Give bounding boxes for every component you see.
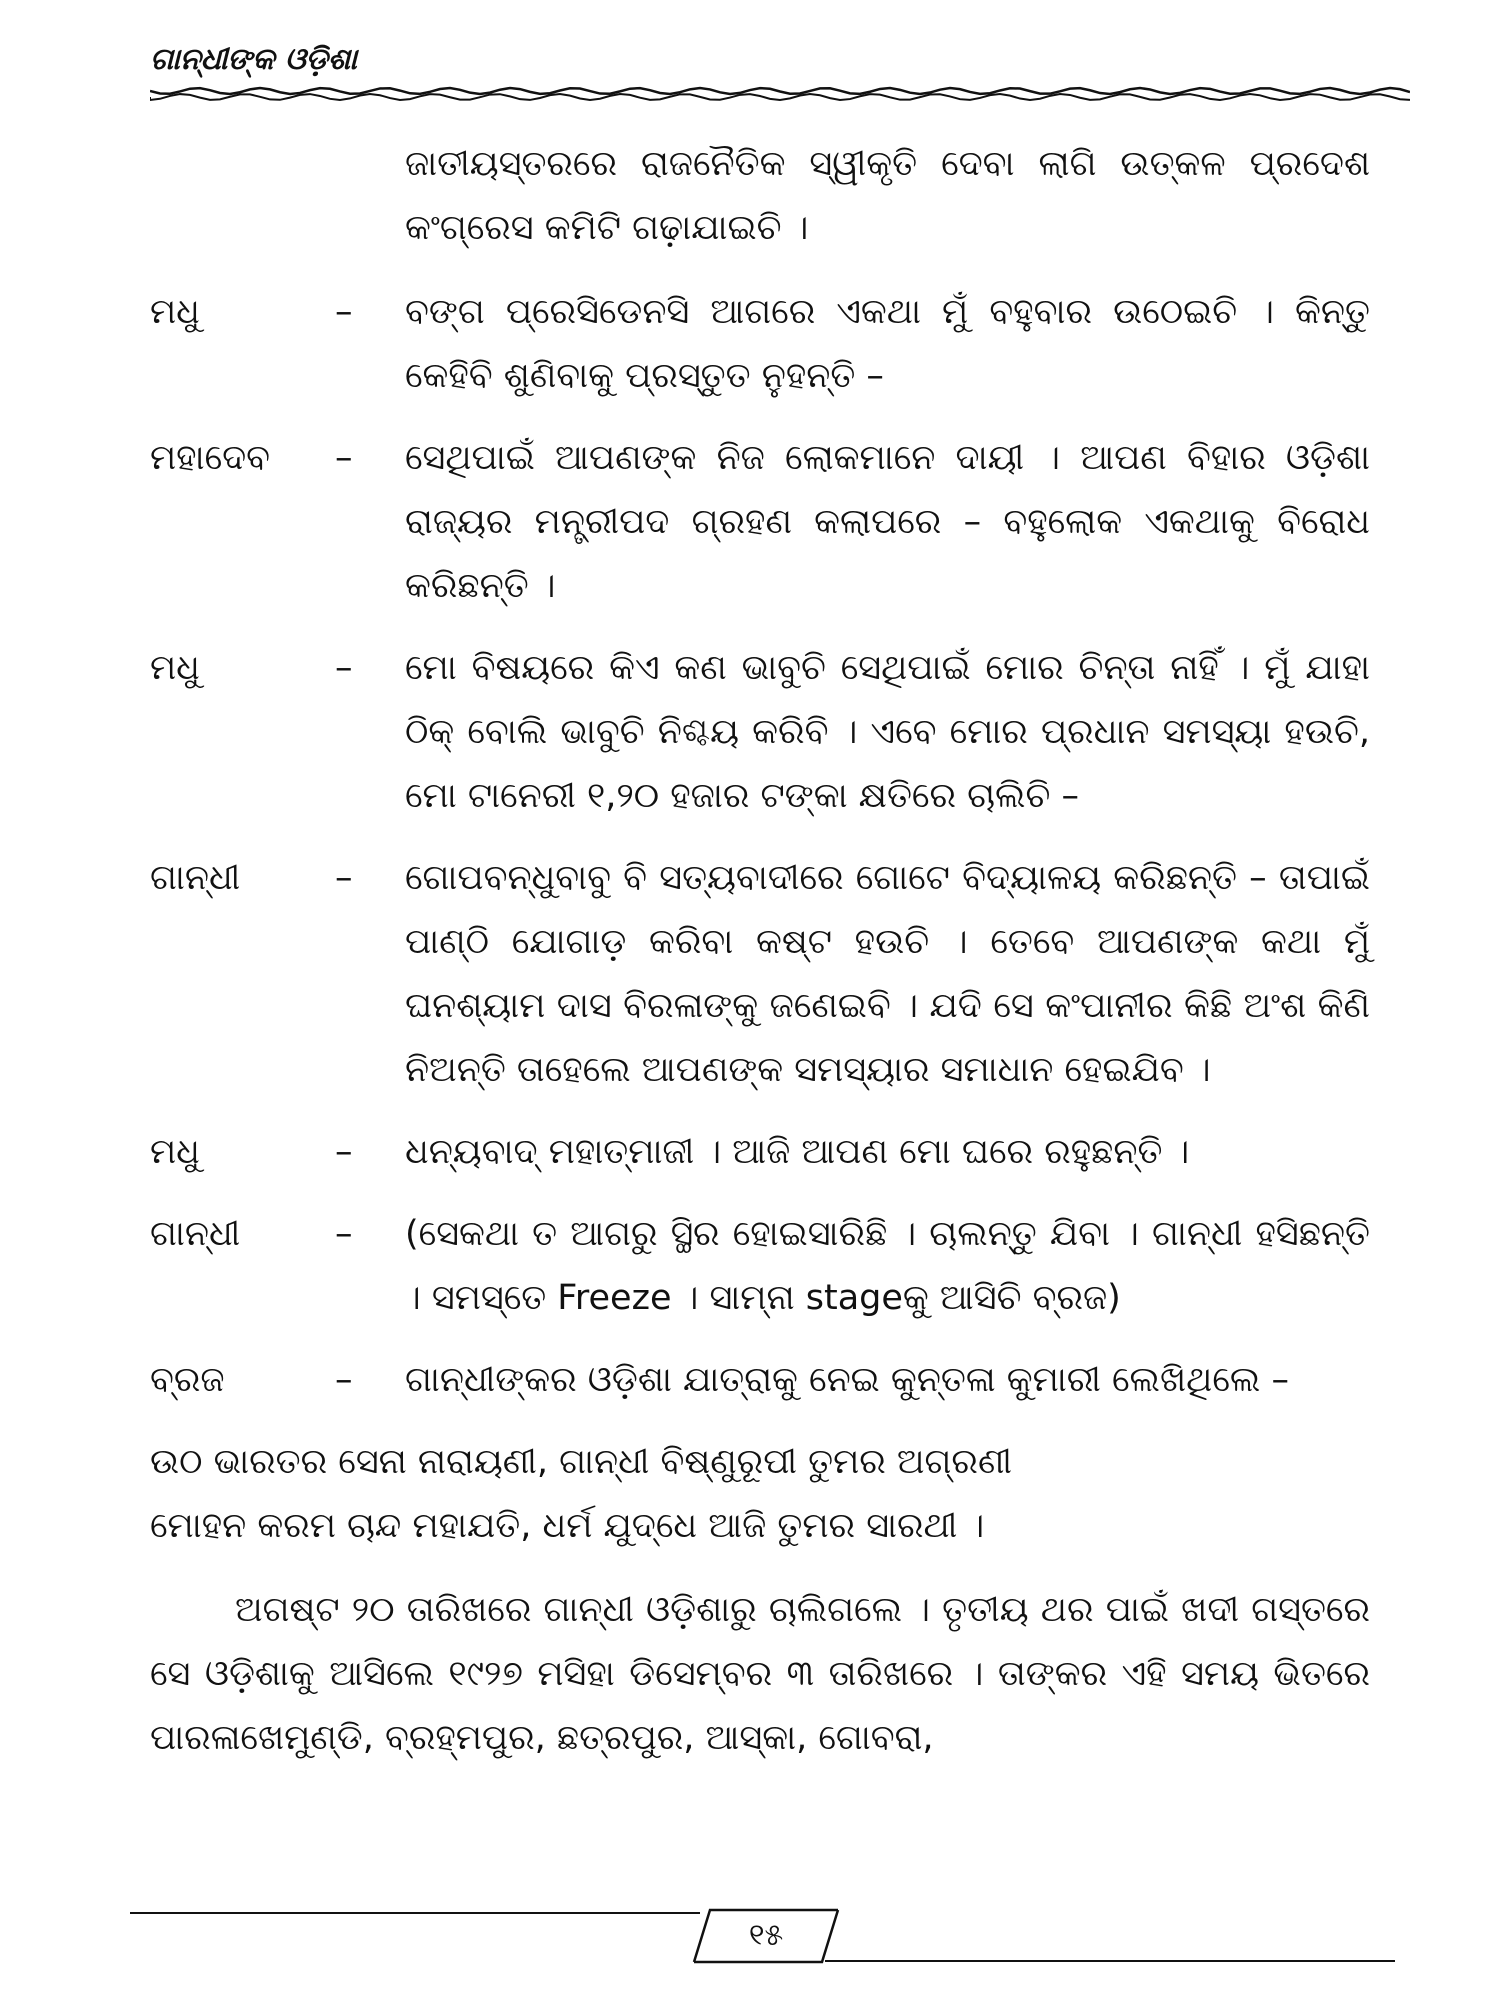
dialogue-line xyxy=(150,846,1370,1102)
prose-paragraph: ଅଗଷ୍ଟ ୨୦ ତାରିଖରେ ଗାନ୍ଧୀ ଓଡ଼ିଶାରୁ ଚାଲିଗଲେ । ତୃତୀୟ ଥର ପାଇଁ ଖଦୀ ଗସ୍ତରେ ସେ ଓଡ଼ିଶାକୁ ଆସିଲେ ୧୯୨୭ ମସିହା ଡିସେମ୍ବର ୩ ତାରିଖରେ । ତାଙ୍କର ଏହି ସମୟ ଭିତରେ ପାରଳାଖେମୁଣ୍ଡି, ବ୍ରହ୍ମପୁର, ଛତ୍ରପୁର, ଆସ୍କା, ଗୋବରା, xyxy=(150,1590,1370,1758)
dialogue-line xyxy=(150,1120,1370,1184)
speaker-name: ମଧୁ xyxy=(150,648,200,688)
continuation-text: ଜାତୀୟସ୍ତରରେ ରାଜନୈତିକ ସ୍ୱୀକୃତି ଦେବା ଲାଗି ଉତ୍କଳ ପ୍ରଦେଶ କଂଗ୍ରେସ କମିଟି ଗଢ଼ାଯାଇଚି । xyxy=(405,144,1370,248)
speaker-name: ବ୍ରଜ xyxy=(150,1360,225,1400)
continuation-block xyxy=(150,132,1370,260)
speaker-name: ମହାଦେବ xyxy=(150,438,271,478)
speaker-dash: – xyxy=(335,438,353,478)
dialogue-line xyxy=(150,1348,1370,1412)
dialogue-line xyxy=(150,426,1370,618)
dialogue-line xyxy=(150,1202,1370,1330)
speech-text: ଧନ୍ୟବାଦ୍ ମହାତ୍ମାଜୀ । ଆଜି ଆପଣ ମୋ ଘରେ ରହୁଛନ୍ତି । xyxy=(405,1132,1190,1172)
dialogue-line xyxy=(150,280,1370,408)
speaker-blank xyxy=(150,132,335,260)
speaker-dash: – xyxy=(335,858,353,898)
speaker-name: ଗାନ୍ଧୀ xyxy=(150,858,241,898)
speaker-dash: – xyxy=(335,1132,353,1172)
header-wavy-rule xyxy=(150,82,1410,106)
speaker-dash: – xyxy=(335,648,353,688)
speaker-dash: – xyxy=(335,1214,353,1254)
speech-text: ଗାନ୍ଧୀଙ୍କର ଓଡ଼ିଶା ଯାତ୍ରାକୁ ନେଇ କୁନ୍ତଳା କୁମାରୀ ଲେଖିଥିଲେ – xyxy=(405,1360,1289,1400)
speaker-dash: – xyxy=(335,292,353,332)
speech-text: (ସେକଥା ତ ଆଗରୁ ସ୍ଥିର ହୋଇସାରିଛି । ଚାଲନ୍ତୁ ଯିବା । ଗାନ୍ଧୀ ହସିଛନ୍ତି । ସମସ୍ତେ Freeze । ସାମ୍ନା stageକୁ ଆସିଚି ବ୍ରଜ) xyxy=(405,1214,1370,1318)
speech-text: ମୋ ବିଷୟରେ କିଏ କଣ ଭାବୁଚି ସେଥିପାଇଁ ମୋର ଚିନ୍ତା ନାହିଁ । ମୁଁ ଯାହା ଠିକ୍ ବୋଲି ଭାବୁଚି ନିଶ୍ଚୟ କରିବି । ଏବେ ମୋର ପ୍ରଧାନ ସମସ୍ୟା ହଉଚି, ମୋ ଟାନେରୀ ୧,୨୦ ହଜାର ଟଙ୍କା କ୍ଷତିରେ ଚାଲିଚି – xyxy=(405,648,1370,816)
speaker-name: ମଧୁ xyxy=(150,292,200,332)
verse-line: ମୋହନ କରମ ଚାନ୍ଦ ମହାଯତି, ଧର୍ମ ଯୁଦ୍ଧେ ଆଜି ତୁମର ସାରଥୀ । xyxy=(150,1506,985,1546)
footer-rule-right xyxy=(825,1960,1395,1962)
dash-blank xyxy=(335,132,405,260)
page-body xyxy=(150,132,1370,1770)
page-number: ୧୫ xyxy=(748,1918,784,1953)
verse-block xyxy=(150,1430,1370,1558)
speech-text: ଗୋପବନ୍ଧୁବାବୁ ବି ସତ୍ୟବାଦୀରେ ଗୋଟେ ବିଦ୍ୟାଳୟ କରିଛନ୍ତି – ତାପାଇଁ ପାଣ୍ଠି ଯୋଗାଡ଼ କରିବା କଷ୍ଟ ହଉଚି । ତେବେ ଆପଣଙ୍କ କଥା ମୁଁ ଘନଶ୍ୟାମ ଦାସ ବିରଳାଙ୍କୁ ଜଣେଇବି । ଯଦି ସେ କଂପାନୀର କିଛି ଅଂଶ କିଣି ନିଅନ୍ତି ତାହେଲେ ଆପଣଙ୍କ ସମସ୍ୟାର ସମାଧାନ ହେଇଯିବ । xyxy=(405,858,1370,1090)
speaker-dash: – xyxy=(335,1360,353,1400)
verse-line: ଉଠ ଭାରତର ସେନା ନାରାୟଣୀ, ଗାନ୍ଧୀ ବିଷ୍ଣୁରୂପୀ ତୁମର ଅଗ୍ରଣୀ xyxy=(150,1442,1013,1482)
speech-text: ସେଥିପାଇଁ ଆପଣଙ୍କ ନିଜ ଲୋକମାନେ ଦାୟୀ । ଆପଣ ବିହାର ଓଡ଼ିଶା ରାଜ୍ୟର ମନ୍ତ୍ରୀପଦ ଗ୍ରହଣ କଲାପରେ – ବହୁଲୋକ ଏକଥାକୁ ବିରୋଧ କରିଛନ୍ତି । xyxy=(405,438,1370,606)
speaker-name: ମଧୁ xyxy=(150,1132,200,1172)
running-head: ଗାନ୍ଧୀଙ୍କ ଓଡ଼ିଶା xyxy=(150,42,357,77)
dialogue-line xyxy=(150,636,1370,828)
speech-text: ବଙ୍ଗ ପ୍ରେସିଡେନସି ଆଗରେ ଏକଥା ମୁଁ ବହୁବାର ଉଠେଇଚି । କିନ୍ତୁ କେହିବି ଶୁଣିବାକୁ ପ୍ରସ୍ତୁତ ନୁହନ୍ତି – xyxy=(405,292,1370,396)
speaker-name: ଗାନ୍ଧୀ xyxy=(150,1214,241,1254)
footer-rule-left xyxy=(130,1912,700,1914)
